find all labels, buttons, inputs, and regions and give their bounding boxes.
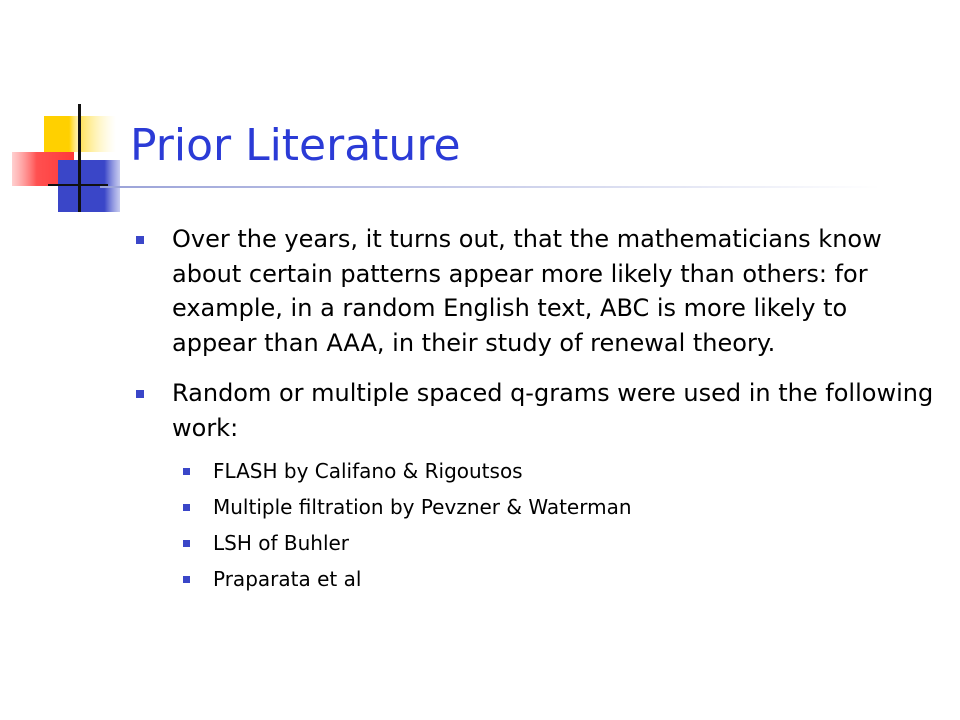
bullet-square-icon [136,390,144,398]
bullet-square-icon [183,468,190,475]
slide-body [0,222,960,601]
sub-bullet-text: Multiple filtration by Pevzner & Waterman [213,495,632,519]
sub-bullet-item [0,565,960,593]
sub-bullet-item [0,457,960,485]
sub-bullet-text: Praparata et al [213,567,362,591]
bullet-square-icon [183,540,190,547]
bullet-square-icon [136,236,144,244]
bullet-square-icon [183,504,190,511]
sub-bullet-text: LSH of Buhler [213,531,350,555]
slide-title: Prior Literature [130,120,461,171]
sub-bullet-item [0,529,960,557]
bullet-item [0,376,960,445]
bullet-square-icon [183,576,190,583]
sub-bullet-item [0,493,960,521]
bullet-item [0,222,960,360]
bullet-text: Over the years, it turns out, that the mathematicians know about certain patterns appear more likely than others: for example, in a random English text, ABC is more likely to appear than AAA, in their study of renewal theory. [172,225,882,357]
bullet-text: Random or multiple spaced q-grams were used in the following work: [172,379,934,442]
sub-bullet-text: FLASH by Califano & Rigoutsos [213,459,523,483]
sub-bullet-list [0,457,960,593]
title-divider [100,186,880,188]
